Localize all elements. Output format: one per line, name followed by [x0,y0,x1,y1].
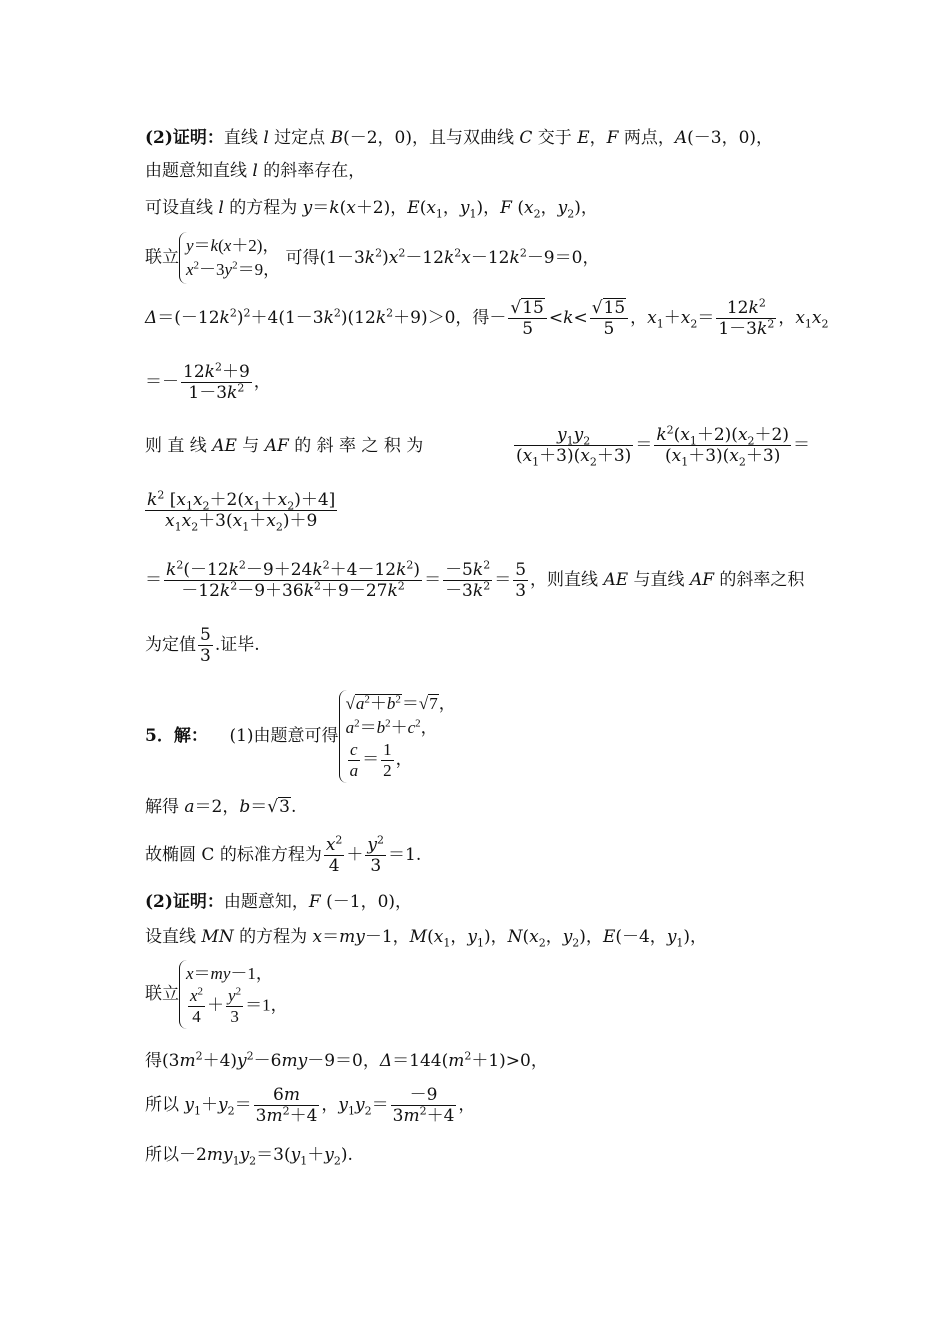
problem-5-intro: (1)由题意可得 [229,726,339,746]
system-1 [145,232,810,284]
system-2-label: 联立 [145,984,179,1004]
solve-line: 解得 a＝2，b＝√3. [145,797,297,817]
intro-text: 直线 l 过定点 B(－2，0)，且与双曲线 C 交于 E，F 两点，A(－3，0)， [223,128,774,148]
equation-system-5: $√a^2+b^2=√7$， $a^2=b^2+c^2$， $\frac{c}{a}$ ＝ $\frac{1}{2}$ ， [339,690,456,783]
section-label: (2)证明： [145,128,224,148]
conclusion-1: 则直线 AE 与直线 AF 的斜率之积 [547,570,805,590]
mn-line: 设直线 MN 的方程为 x＝my－1，$M(x_1$，$y_1$)，$N(x_2$，$y_2$)，E(－4，$y_1$)， [145,927,708,950]
section2-intro [145,127,810,149]
problem-5-label: 5．解： [145,726,208,746]
quadratic-line: 得$(3m^2+4)y^2-6my-9=0$，$\Delta=144(m^2+1)>0$， [145,1049,548,1071]
slope-product-label: 则 直 线 AE 与 AF 的 斜 率 之 积 为 [145,435,424,456]
last-line: 所以$-2my_1y_2=3(y_1+y_2)$. [145,1145,353,1168]
ellipse-pre: 故椭圆 C 的标准方程为 [145,845,322,865]
system-label: 联立 [145,247,179,268]
ellipse-equation: 故椭圆 C 的标准方程为 $\frac{x^2}{4}$ ＋ $\frac{y^2}{3}$ ＝1. [145,833,422,876]
p5-section2: (2)证明：由题意知，F (－1，0)， [145,892,413,912]
problem-5-system [145,690,810,783]
conclusion-pre: 为定值 [145,635,196,655]
conclusion-post: .证毕. [214,635,260,655]
delta-line: $\Delta=(-12k^2)^2+4(1-3k^2)(12k^2+9)>0$，得－ $\frac{√15}{5}$ <k< $\frac{√15}{5}$ ，$x_1+x_2=$ $\frac{12k^2}{1-3k^2}$ ，$x_1x_2$ [145,296,829,339]
slope-product-line: 则 直 线 AE 与 AF 的 斜 率 之 积 为 $\frac{y_1y_2}{(x_1+3)(x_2+3)}$ ＝ $\frac{k^2(x_1+2)(x_2+2)}{(x_1+3)(x_2+3)}$ ＝ [145,423,810,469]
line-setup: 可设直线 l 的方程为 y＝k(x＋2)，$E(x_1$，$y_1$)，F ($x_2$，$y_2$)， [145,198,598,221]
slope-fraction: $\frac{k^2 [x_1x_2+2(x_1+x_2)+4]}{x_1x_2+3(x_1+x_2)+9}$ [147,488,336,534]
system-2 [145,960,810,1029]
system-result: 可得$(1-3k^2)x^2-12k^2x-12k^2-9=0$， [285,245,600,268]
equation-system: y＝k(x＋2)， $x^2-3y^2=9$， [179,232,280,284]
product-line: ＝－ $\frac{12k^2+9}{1-3k^2}$ ， [145,360,271,403]
final-equation: ＝ $\frac{k^2(-12k^2-9+24k^2+4-12k^2)}{-12k^2-9+36k^2+9-27k^2}$ ＝ $\frac{-5k^2}{-3k^2}$ ＝ $\frac{5}{3}$ ，则直线 AE 与直线 AF 的斜率之积 [145,558,805,601]
sum-product-line: 所以 $y_1+y_2=$ $\frac{6m}{3m^2+4}$ ，$y_1y_2=$ $\frac{-9}{3m^2+4}$ ， [145,1085,476,1126]
conclusion-2: 为定值 $\frac{5}{3}$ .证毕. [145,625,260,666]
equation-system-2: x＝my－1， $\frac{x^2}{4}$ ＋ $\frac{y^2}{3}$ ＝1， [179,960,288,1029]
ellipse-post: ＝1. [388,845,422,865]
slope-exists: 由题意知直线 l 的斜率存在， [145,161,366,181]
